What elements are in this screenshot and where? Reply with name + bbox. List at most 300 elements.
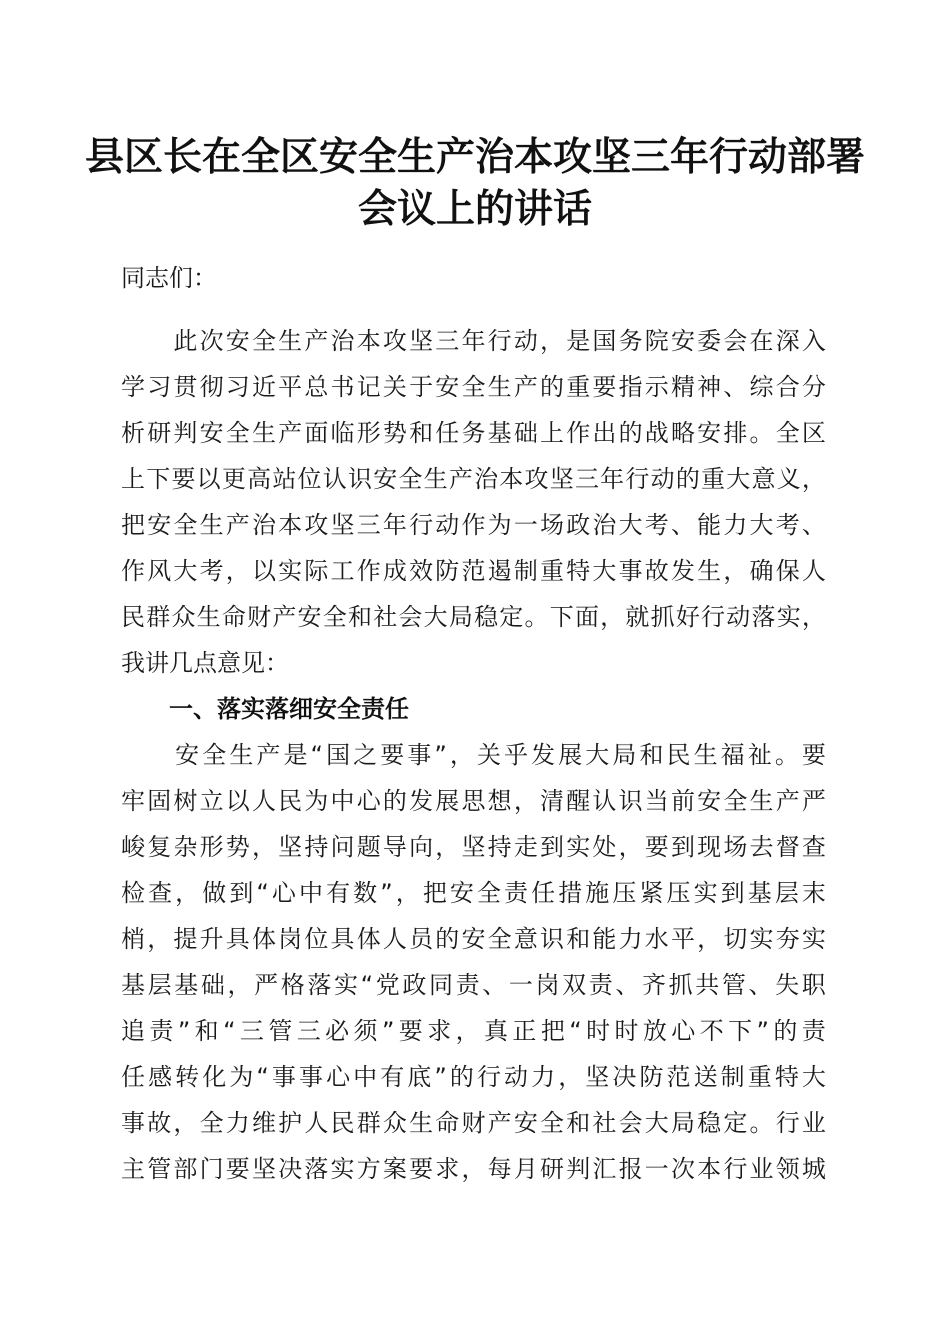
glyph: 数 — [353, 879, 378, 907]
glyph: 生 — [749, 787, 774, 815]
glyph: 紧 — [639, 879, 664, 907]
glyph: 于 — [409, 373, 434, 401]
glyph: 基 — [121, 971, 145, 999]
glyph: 醒 — [566, 787, 591, 815]
glyph: 重 — [701, 465, 726, 493]
glyph: 全 — [322, 603, 347, 631]
glyph: ， — [697, 925, 722, 953]
glyph: 社 — [592, 1109, 617, 1137]
glyph: 杂 — [173, 833, 198, 861]
glyph: 三 — [435, 327, 460, 355]
glyph: 落 — [307, 971, 332, 999]
glyph: 战 — [644, 419, 669, 447]
glyph: 安 — [297, 603, 322, 631]
paragraph-line — [121, 1100, 826, 1146]
glyph: 求 — [427, 1017, 452, 1045]
glyph: 查 — [801, 833, 826, 861]
glyph: ， — [801, 465, 826, 493]
glyph: 重 — [540, 557, 564, 585]
glyph: 本 — [356, 327, 381, 355]
glyph: 持 — [487, 833, 512, 861]
glyph: 群 — [356, 1109, 381, 1137]
glyph: 工 — [330, 557, 355, 585]
glyph: 生 — [409, 1109, 434, 1137]
glyph: 大 — [423, 603, 448, 631]
glyph: 展 — [558, 741, 583, 769]
glyph: 局 — [670, 1109, 695, 1137]
glyph: 的 — [435, 925, 460, 953]
glyph: 安 — [697, 419, 722, 447]
glyph — [147, 318, 171, 364]
glyph: 生 — [196, 603, 221, 631]
glyph: 安 — [449, 879, 474, 907]
glyph: 全 — [398, 465, 423, 493]
glyph: 命 — [435, 1109, 460, 1137]
glyph: 本 — [697, 1155, 722, 1183]
glyph: 和 — [347, 603, 372, 631]
glyph: 城 — [801, 1155, 826, 1183]
glyph: 全 — [540, 1109, 564, 1137]
glyph: 任 — [121, 1063, 145, 1091]
glyph: 行 — [775, 1109, 800, 1137]
glyph: 压 — [612, 879, 637, 907]
glyph: 民 — [121, 603, 145, 631]
glyph: 安 — [175, 741, 200, 769]
glyph: ， — [801, 603, 826, 631]
paragraph-line — [121, 962, 826, 1008]
glyph: 做 — [202, 879, 227, 907]
glyph: 国 — [592, 327, 617, 355]
glyph: 一 — [644, 1155, 669, 1183]
glyph: 局 — [448, 603, 473, 631]
glyph: 命 — [221, 603, 246, 631]
glyph: 月 — [513, 1155, 538, 1183]
glyph: 事 — [618, 557, 643, 585]
section-heading: 一、落实落细安全责任 — [121, 695, 409, 723]
glyph: 记 — [356, 373, 381, 401]
glyph: 势 — [225, 833, 250, 861]
glyph: 攻 — [524, 465, 549, 493]
glyph: 意 — [751, 465, 776, 493]
glyph: ， — [618, 833, 643, 861]
glyph: 识 — [540, 925, 564, 953]
glyph: 行 — [625, 465, 650, 493]
glyph: 确 — [749, 557, 774, 585]
glyph: 本 — [278, 511, 303, 539]
glyph: 产 — [775, 787, 800, 815]
glyph: 的 — [675, 465, 700, 493]
paragraph-line — [121, 502, 826, 548]
glyph: 坚 — [409, 327, 434, 355]
glyph: 管 — [147, 1155, 172, 1183]
glyph: 产 — [487, 1109, 512, 1137]
glyph: 大 — [173, 557, 198, 585]
glyph: 政 — [402, 971, 427, 999]
glyph: 三 — [356, 511, 381, 539]
glyph: 出 — [592, 419, 617, 447]
document-title-line-1: 县区长在全区安全生产治本攻坚三年行动部署 — [84, 134, 865, 180]
glyph: 神 — [697, 373, 722, 401]
glyph: 中 — [353, 1063, 378, 1091]
glyph: ， — [513, 787, 538, 815]
glyph: 贯 — [173, 373, 198, 401]
glyph: 产 — [256, 741, 281, 769]
glyph: 务 — [618, 327, 643, 355]
glyph: 防 — [435, 557, 460, 585]
glyph: 放 — [642, 1017, 667, 1045]
glyph: 行 — [487, 327, 512, 355]
glyph: 大 — [801, 1063, 826, 1091]
glyph: 、 — [723, 373, 748, 401]
glyph: ” — [434, 741, 447, 769]
glyph: 立 — [199, 787, 224, 815]
glyph: 范 — [461, 557, 486, 585]
glyph: 就 — [625, 603, 650, 631]
glyph: 实 — [330, 1155, 355, 1183]
glyph: 全 — [476, 879, 501, 907]
glyph: 识 — [347, 465, 372, 493]
glyph: 安 — [225, 327, 250, 355]
glyph: 思 — [461, 787, 486, 815]
glyph: ， — [455, 1017, 480, 1045]
glyph: 好 — [675, 603, 700, 631]
glyph: 深 — [775, 327, 800, 355]
glyph: 动 — [513, 327, 538, 355]
glyph: 认 — [322, 465, 347, 493]
glyph: “ — [256, 879, 269, 907]
glyph: 时 — [614, 1017, 639, 1045]
glyph: 全 — [173, 511, 198, 539]
glyph: 大 — [644, 1109, 669, 1137]
glyph: 全 — [487, 925, 512, 953]
glyph: 位 — [304, 925, 329, 953]
glyph: 生 — [697, 557, 722, 585]
glyph: 示 — [644, 373, 669, 401]
glyph: 清 — [540, 787, 564, 815]
glyph: “ — [569, 1017, 582, 1045]
glyph: ” — [380, 879, 393, 907]
glyph: 生 — [693, 741, 718, 769]
glyph: 近 — [251, 373, 276, 401]
glyph: 综 — [749, 373, 774, 401]
glyph: 同 — [428, 971, 453, 999]
document-title-line-2: 会议上的讲话 — [357, 186, 592, 232]
glyph: 临 — [330, 419, 355, 447]
glyph: 民 — [666, 741, 691, 769]
glyph: 报 — [618, 1155, 643, 1183]
paragraph-line — [121, 824, 826, 870]
paragraph-line — [121, 916, 826, 962]
glyph: 次 — [670, 1155, 695, 1183]
glyph: 产 — [272, 603, 297, 631]
glyph: 作 — [566, 419, 591, 447]
glyph: 党 — [375, 971, 400, 999]
glyph: 心 — [271, 879, 296, 907]
glyph: 以 — [196, 465, 221, 493]
glyph — [121, 732, 145, 778]
glyph: 现 — [697, 833, 722, 861]
glyph: 下 — [549, 603, 574, 631]
glyph: 、 — [482, 971, 507, 999]
glyph: ， — [449, 741, 474, 769]
glyph: 生 — [278, 327, 303, 355]
glyph: 心 — [671, 1017, 696, 1045]
glyph: 坚 — [278, 833, 303, 861]
glyph: 力 — [618, 925, 643, 953]
glyph: ， — [540, 327, 564, 355]
glyph: ” — [381, 1017, 395, 1045]
glyph: 考 — [775, 511, 800, 539]
glyph: 安 — [199, 419, 224, 447]
glyph: 平 — [278, 373, 303, 401]
glyph: 责 — [455, 971, 480, 999]
glyph: “ — [360, 971, 374, 999]
glyph: 把 — [121, 511, 145, 539]
glyph: 平 — [670, 925, 695, 953]
glyph: 乎 — [504, 741, 529, 769]
glyph: 人 — [251, 787, 276, 815]
glyph: 会 — [723, 327, 748, 355]
glyph: 抓 — [668, 971, 693, 999]
glyph: 安 — [373, 465, 398, 493]
glyph: 事 — [298, 1063, 323, 1091]
glyph: 治 — [592, 511, 617, 539]
glyph: 次 — [199, 327, 224, 355]
glyph: 任 — [435, 419, 460, 447]
glyph: 发 — [531, 741, 556, 769]
glyph: 要 — [801, 741, 826, 769]
glyph: 为 — [304, 787, 329, 815]
glyph: ， — [435, 833, 460, 861]
paragraph-line — [121, 778, 826, 824]
glyph: 全 — [775, 419, 800, 447]
glyph: 、 — [670, 511, 695, 539]
glyph: 管 — [721, 971, 746, 999]
glyph: 遏 — [487, 557, 512, 585]
glyph: 升 — [199, 925, 224, 953]
glyph — [121, 318, 145, 364]
glyph: 以 — [251, 557, 276, 585]
glyph: 生 — [251, 419, 276, 447]
glyph: 院 — [644, 327, 669, 355]
glyph: 业 — [749, 1155, 774, 1183]
glyph: 际 — [304, 557, 329, 585]
glyph: 势 — [382, 419, 407, 447]
glyph: 生 — [423, 465, 448, 493]
glyph: 制 — [513, 557, 538, 585]
glyph: 处 — [592, 833, 617, 861]
glyph: 财 — [461, 1109, 486, 1137]
glyph: 走 — [513, 833, 538, 861]
glyph: 要 — [398, 1017, 423, 1045]
glyph: 安 — [435, 373, 460, 401]
glyph: 动 — [726, 603, 751, 631]
glyph: 安 — [147, 511, 172, 539]
paragraph-line — [121, 548, 826, 594]
glyph: 追 — [121, 1017, 145, 1045]
glyph: 岗 — [278, 925, 303, 953]
glyph: 大 — [592, 557, 617, 585]
glyph: 真 — [484, 1017, 508, 1045]
glyph: 作 — [121, 557, 145, 585]
glyph: 的 — [540, 373, 564, 401]
glyph: 树 — [173, 787, 198, 815]
paragraph-line — [121, 364, 826, 410]
glyph: ， — [227, 971, 252, 999]
glyph: 业 — [801, 1109, 826, 1137]
glyph: 一 — [513, 511, 538, 539]
glyph: 、 — [748, 971, 773, 999]
glyph: 案 — [382, 1155, 407, 1183]
glyph: 。 — [749, 419, 774, 447]
glyph: 总 — [304, 373, 329, 401]
glyph: 题 — [356, 833, 381, 861]
glyph: 更 — [221, 465, 246, 493]
glyph: 实 — [801, 925, 826, 953]
glyph: 防 — [639, 1063, 664, 1091]
glyph: 的 — [618, 419, 643, 447]
glyph: 末 — [801, 879, 826, 907]
glyph: 政 — [566, 511, 591, 539]
glyph: 面 — [304, 419, 329, 447]
glyph: 安 — [670, 327, 695, 355]
glyph: 失 — [775, 971, 800, 999]
glyph: 场 — [540, 511, 564, 539]
glyph: 要 — [592, 373, 617, 401]
glyph: 以 — [225, 787, 250, 815]
glyph: 导 — [382, 833, 407, 861]
glyph: 年 — [600, 465, 625, 493]
glyph: 产 — [448, 465, 473, 493]
glyph: “ — [256, 1063, 269, 1091]
glyph: 全 — [461, 373, 486, 401]
glyph: 范 — [666, 1063, 691, 1091]
glyph: ” — [434, 1063, 447, 1091]
glyph: 故 — [644, 557, 669, 585]
glyph: 区 — [801, 419, 826, 447]
glyph: 生 — [487, 373, 512, 401]
glyph: 任 — [531, 879, 556, 907]
glyph: 实 — [334, 971, 358, 999]
glyph: 指 — [618, 373, 643, 401]
glyph: 高 — [247, 465, 272, 493]
glyph: 三 — [239, 1017, 264, 1045]
glyph: 持 — [304, 833, 329, 861]
glyph: 决 — [612, 1063, 637, 1091]
glyph: 效 — [409, 557, 434, 585]
glyph: 研 — [540, 1155, 564, 1183]
glyph: 上 — [540, 419, 564, 447]
glyph: 重 — [747, 1063, 772, 1091]
glyph: ， — [558, 1063, 583, 1091]
glyph: “ — [223, 1017, 236, 1045]
glyph: 判 — [173, 419, 198, 447]
glyph: 切 — [723, 925, 748, 953]
glyph: 排 — [723, 419, 748, 447]
paragraph-line — [121, 870, 826, 916]
glyph: 略 — [670, 419, 695, 447]
glyph: 管 — [268, 1017, 293, 1045]
glyph: 严 — [254, 971, 279, 999]
glyph: 稳 — [474, 603, 499, 631]
glyph: 形 — [356, 419, 381, 447]
glyph: 抓 — [650, 603, 675, 631]
glyph: 习 — [225, 373, 250, 401]
glyph: 众 — [382, 1109, 407, 1137]
glyph: 员 — [409, 925, 434, 953]
glyph: 共 — [695, 971, 720, 999]
glyph: 人 — [382, 925, 407, 953]
glyph: 方 — [356, 1155, 381, 1183]
glyph: 到 — [540, 833, 564, 861]
glyph: 前 — [670, 787, 695, 815]
glyph: 务 — [461, 419, 486, 447]
glyph: 入 — [801, 327, 826, 355]
glyph: 识 — [618, 787, 643, 815]
glyph: ， — [395, 879, 420, 907]
glyph: “ — [310, 741, 323, 769]
glyph: 双 — [562, 971, 587, 999]
glyph: 岗 — [535, 971, 560, 999]
glyph: 实 — [776, 603, 801, 631]
glyph: 风 — [147, 557, 172, 585]
glyph: 、 — [615, 971, 640, 999]
glyph: 产 — [513, 373, 538, 401]
glyph: 精 — [670, 373, 695, 401]
glyph: 决 — [278, 1155, 303, 1183]
glyph: 必 — [325, 1017, 350, 1045]
glyph: 当 — [644, 787, 669, 815]
glyph: 行 — [723, 1155, 748, 1183]
paragraph-line — [121, 594, 826, 640]
glyph: 习 — [147, 373, 172, 401]
glyph: 产 — [278, 419, 303, 447]
glyph: 行 — [476, 1063, 501, 1091]
glyph: 时 — [586, 1017, 611, 1045]
glyph: 底 — [407, 1063, 432, 1091]
glyph: 责 — [588, 971, 613, 999]
glyph: ， — [723, 557, 748, 585]
glyph: 意 — [513, 925, 538, 953]
glyph: 生 — [229, 741, 254, 769]
glyph: 能 — [697, 511, 722, 539]
glyph: 动 — [435, 511, 460, 539]
glyph: 安 — [461, 925, 486, 953]
glyph: 部 — [173, 1155, 198, 1183]
glyph: 全 — [723, 787, 748, 815]
glyph: 彻 — [199, 373, 224, 401]
glyph: ， — [461, 1155, 486, 1183]
glyph: 委 — [697, 327, 722, 355]
glyph: 正 — [512, 1017, 537, 1045]
glyph: 体 — [251, 925, 276, 953]
glyph: 析 — [121, 419, 145, 447]
glyph: 民 — [330, 1109, 355, 1137]
glyph: ， — [251, 833, 276, 861]
glyph: 人 — [801, 557, 826, 585]
glyph: 故 — [147, 1109, 172, 1137]
glyph: 之 — [353, 741, 378, 769]
glyph: 攻 — [382, 327, 407, 355]
glyph: 的 — [382, 787, 407, 815]
glyph: 重 — [566, 373, 591, 401]
glyph: 中 — [298, 879, 323, 907]
paragraph-line — [121, 1146, 826, 1192]
glyph: 复 — [147, 833, 172, 861]
glyph: 基 — [487, 419, 512, 447]
paragraph-line — [121, 1008, 826, 1054]
glyph: 严 — [801, 787, 826, 815]
